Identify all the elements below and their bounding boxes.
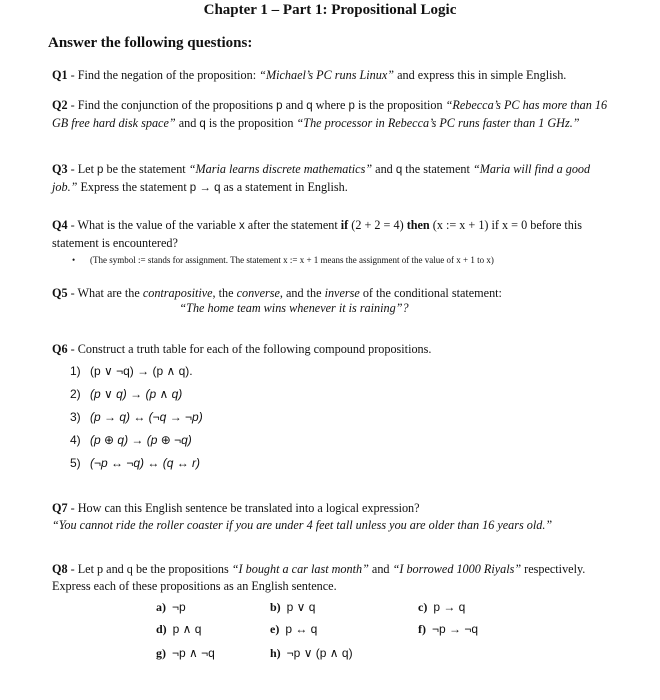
q5-inverse: inverse [324, 286, 360, 300]
question-7 [52, 500, 612, 534]
q1-label: Q1 [52, 68, 68, 82]
q8-item [270, 600, 315, 615]
q3-text-d: the statement [402, 162, 473, 176]
q6-item [70, 364, 193, 378]
q8-item [270, 622, 317, 637]
q8-item-label: h) [270, 646, 281, 660]
q8-text-a: - Let p and q be the propositions [67, 562, 232, 576]
q3-quote-1: “Maria learns discrete mathematics” [188, 162, 373, 176]
q6-item-number: 1) [70, 364, 81, 378]
q8-item-expression: ¬p ∨ (p ∧ q) [286, 646, 353, 660]
q2-p: p [276, 100, 283, 112]
instructions-heading: Answer the following questions: [48, 35, 253, 51]
q4-cond: (2 + 2 = 4) [348, 218, 407, 232]
q8-item-expression: p → q [433, 600, 466, 614]
q8-quote-2: “I borrowed 1000 Riyals” [392, 562, 522, 576]
q6-item-number: 5) [70, 456, 81, 470]
q8-item [156, 600, 186, 615]
q5-label: Q5 [52, 286, 68, 300]
q3-text-f: as a statement in English. [220, 180, 348, 194]
q8-item-label: b) [270, 600, 281, 614]
q4-text-b: after the statement [244, 218, 341, 232]
q8-text-b: and [368, 562, 393, 576]
q8-item-label: c) [418, 600, 428, 614]
q6-item-expression: (p → q) ↔ (¬q → ¬p) [90, 410, 203, 424]
q5-converse: converse [236, 286, 280, 300]
q2-text-d: and [175, 116, 200, 130]
q8-label: Q8 [52, 562, 68, 576]
q1-quote: “Michael’s PC runs Linux” [259, 68, 395, 82]
q6-item-expression: (p ∨ ¬q) → (p ∧ q). [90, 364, 193, 378]
q4-label: Q4 [52, 218, 68, 232]
question-4 [52, 217, 612, 252]
q8-quote-1: “I bought a car last month” [231, 562, 369, 576]
q6-item-number: 4) [70, 433, 81, 447]
q5-text-c: , and the [279, 286, 325, 300]
q8-item-label: e) [270, 622, 280, 636]
question-1 [52, 67, 612, 84]
q8-item-label: g) [156, 646, 166, 660]
q6-item [70, 456, 200, 470]
q3-expr: p → q [189, 182, 221, 194]
q8-item [156, 646, 215, 661]
question-3 [52, 161, 612, 197]
q8-item-expression: p ∨ q [286, 600, 316, 614]
q2-quote-1: “Rebecca’s PC has more than 16 GB free hard disk space” [52, 98, 608, 130]
q2-q: q [306, 100, 313, 112]
q6-item-expression: (p ⊕ q) → (p ⊕ ¬q) [90, 433, 192, 447]
q6-item [70, 433, 192, 447]
question-6 [52, 341, 612, 358]
q6-item-number: 2) [70, 387, 81, 401]
q8-text-c: respectively. Express each of these propositions as an English sentence. [52, 562, 586, 593]
q8-item-label: a) [156, 600, 166, 614]
q3-p: p [97, 164, 104, 176]
q2-text-c: is the proposition [354, 98, 446, 112]
q6-item [70, 410, 203, 424]
q6-text: - Construct a truth table for each of the following compound propositions. [67, 342, 432, 356]
q4-text-a: - What is the value of the variable [67, 218, 239, 232]
q8-item-expression: ¬p ∧ ¬q [172, 646, 215, 660]
q8-item-expression: ¬p [172, 600, 186, 614]
q4-if: if [340, 218, 349, 232]
q3-text-b: be the statement [103, 162, 189, 176]
question-8 [52, 561, 612, 595]
q6-item-number: 3) [70, 410, 81, 424]
q4-note-text: (The symbol := stands for assignment. The statement x := x + 1 means the assignment of the value of x + 1 to x) [90, 255, 494, 265]
q2-text-e: is the proposition [205, 116, 297, 130]
q2-label: Q2 [52, 98, 68, 112]
q4-x: x [238, 220, 245, 232]
q8-item [418, 622, 478, 637]
q3-text-a: - Let [67, 162, 98, 176]
q5-contrapositive: contrapositive [142, 286, 213, 300]
q6-item [70, 387, 182, 401]
q8-item-label: f) [418, 622, 426, 636]
q2-quote-2: “The processor in Rebecca’s PC runs faster than 1 GHz.” [296, 116, 580, 130]
q7-quote: “You cannot ride the roller coaster if you are under 4 feet tall unless you are older than 16 years old.” [52, 518, 553, 532]
q8-item-label: d) [156, 622, 167, 636]
q1-text-a: - Find the negation of the proposition: [67, 68, 260, 82]
q8-item [156, 622, 201, 637]
q5-text-a: - What are the [67, 286, 143, 300]
q6-item-expression: (p ∨ q) → (p ∧ q) [90, 387, 183, 401]
q8-item-expression: ¬p → ¬q [432, 622, 479, 636]
q5-quote: “The home team wins whenever it is raining”? [179, 301, 409, 315]
q7-text: - How can this English sentence be translated into a logical expression? [67, 501, 420, 515]
question-5 [52, 285, 612, 302]
q3-text-c: and [372, 162, 396, 176]
q5-text-d: of the conditional statement: [359, 286, 502, 300]
q8-item-expression: p ∧ q [172, 622, 202, 636]
q5-text-b: , the [212, 286, 237, 300]
q3-text-e: Express the statement [77, 180, 190, 194]
q4-then: then [406, 218, 430, 232]
question-2 [52, 97, 612, 133]
q6-label: Q6 [52, 342, 68, 356]
q2-text-b: where [312, 98, 349, 112]
q4-assign: (x := x + 1) [429, 218, 489, 232]
q2-q2: q [199, 118, 206, 130]
q2-text-a: - Find the conjunction of the propositions [67, 98, 277, 112]
q8-item [418, 600, 465, 615]
page-title: Chapter 1 – Part 1: Propositional Logic [203, 2, 457, 18]
q3-quote-2: “Maria will find a good job.” [52, 162, 591, 194]
q8-item-expression: p ↔ q [285, 622, 318, 636]
q7-label: Q7 [52, 501, 68, 515]
q1-text-b: and express this in simple English. [394, 68, 567, 82]
q4-text-c: if x = 0 before this statement is encountered? [52, 218, 583, 250]
q3-q: q [395, 164, 403, 176]
q2-and: and [282, 98, 307, 112]
q3-label: Q3 [52, 162, 68, 176]
q6-item-expression: (¬p ↔ ¬q) ↔ (q ↔ r) [90, 456, 201, 470]
q8-item [270, 646, 353, 661]
bullet-icon: • [72, 255, 76, 265]
q2-p2: p [348, 100, 355, 112]
